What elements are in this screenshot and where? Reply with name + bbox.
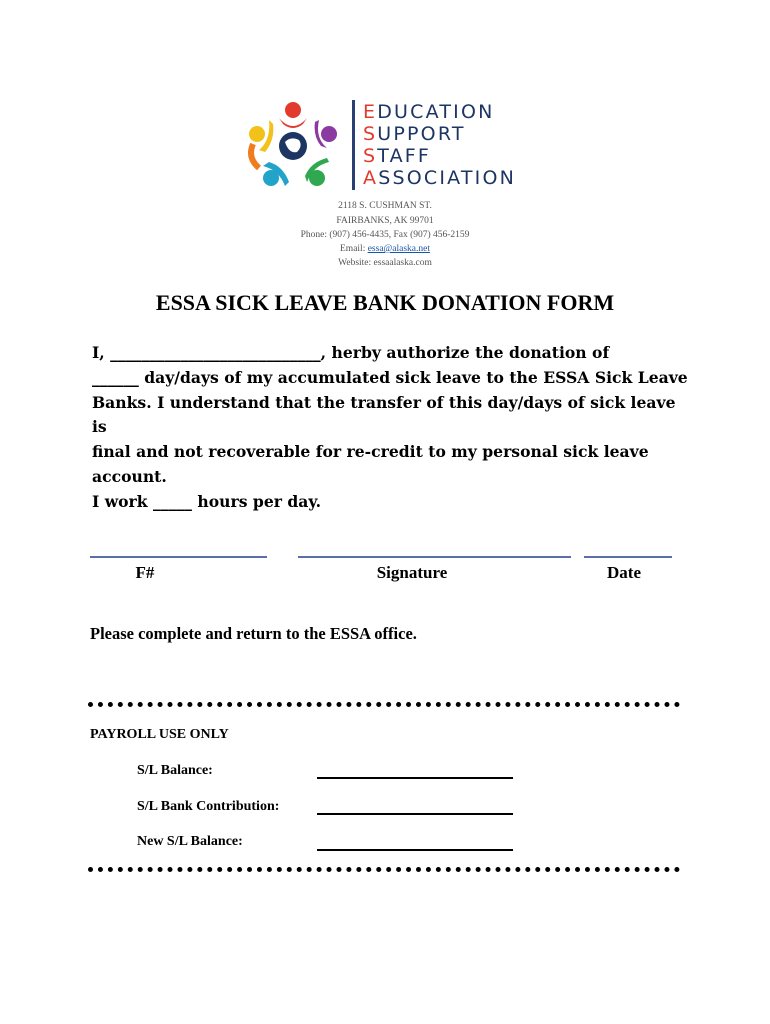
- sl-bank-contribution-line[interactable]: [317, 813, 513, 815]
- sl-balance-line[interactable]: [317, 777, 513, 779]
- website: Website: essaalaska.com: [338, 258, 432, 268]
- authorization-line-3: Banks. I understand that the transfer of this day/days of sick leave is: [92, 392, 676, 437]
- org-name-line-1: EDUCATION: [363, 101, 495, 123]
- authorization-line-1: I, ___________________________, herby authorize the donation of: [92, 343, 610, 362]
- sl-bank-contribution-label: S/L Bank Contribution:: [137, 799, 280, 814]
- f-number-label: F#: [135, 563, 155, 582]
- signature-line[interactable]: [298, 556, 571, 558]
- dotted-separator-top: [88, 702, 680, 707]
- dotted-separator-bottom: [88, 867, 680, 872]
- address-city: FAIRBANKS, AK 99701: [336, 216, 434, 226]
- phone-fax: Phone: (907) 456-4435, Fax (907) 456-2159: [300, 230, 470, 240]
- logo-divider: [352, 100, 355, 190]
- org-name-line-4: ASSOCIATION: [363, 167, 517, 189]
- authorization-line-2: ______ day/days of my accumulated sick leave to the ESSA Sick Leave: [92, 367, 688, 387]
- org-name-line-2: SUPPORT: [363, 123, 466, 145]
- new-sl-balance-label: New S/L Balance:: [137, 834, 243, 849]
- date-line[interactable]: [584, 556, 672, 558]
- form-title: ESSA SICK LEAVE BANK DONATION FORM: [155, 290, 615, 315]
- email-label: Email:: [340, 244, 366, 254]
- f-number-line[interactable]: [90, 556, 267, 558]
- return-instruction: Please complete and return to the ESSA office.: [90, 624, 417, 643]
- new-sl-balance-line[interactable]: [317, 849, 513, 851]
- sl-balance-label: S/L Balance:: [137, 763, 213, 778]
- authorization-paragraph: [92, 341, 692, 515]
- signature-label: Signature: [376, 563, 448, 582]
- org-name-line-3: STAFF: [363, 145, 432, 167]
- email-line: [0, 244, 770, 254]
- authorization-line-5: I work _____ hours per day.: [92, 491, 322, 511]
- essa-logo-icon: [238, 96, 348, 196]
- payroll-heading: PAYROLL USE ONLY: [90, 727, 229, 742]
- address-street: 2118 S. CUSHMAN ST.: [338, 201, 432, 211]
- authorization-line-4: final and not recoverable for re-credit to my personal sick leave account.: [92, 442, 649, 486]
- email-link[interactable]: essa@alaska.net: [367, 244, 430, 254]
- date-label: Date: [607, 563, 641, 582]
